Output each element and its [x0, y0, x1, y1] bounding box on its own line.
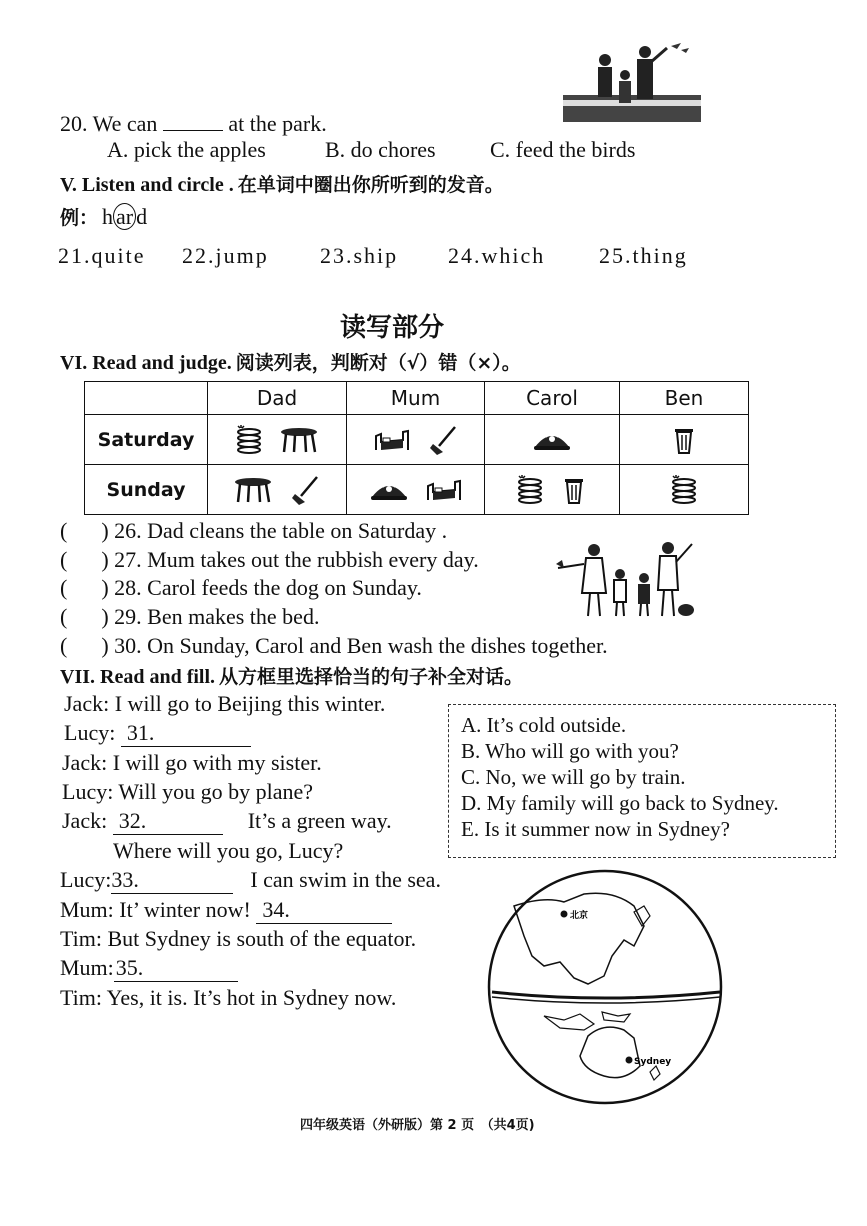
example-label: 例：: [60, 207, 99, 229]
word-25[interactable]: 25.thing: [599, 243, 688, 268]
q20-option-a[interactable]: A. pick the apples: [107, 137, 266, 162]
judge-text-29: 29. Ben makes the bed.: [114, 604, 320, 629]
judge-item-27: [60, 547, 479, 573]
answer-paren-26[interactable]: ( ): [60, 518, 109, 543]
cell-saturday-dad: [208, 415, 347, 465]
dialogue-line-7-after: I can swim in the sea.: [250, 867, 441, 892]
example-circled: ar: [113, 203, 136, 230]
cell-sunday-dad: [208, 465, 347, 515]
part-title: 读写部分: [340, 313, 445, 343]
rubbish-bin-icon: [560, 474, 588, 506]
dialogue-line-3: Jack: I will go with my sister.: [62, 750, 322, 775]
col-header-ben: Ben: [620, 382, 749, 415]
section7-title-cn: 从方框里选择恰当的句子补全对话。: [219, 666, 524, 688]
answer-paren-30[interactable]: ( ): [60, 633, 109, 658]
col-header-dad: Dad: [208, 382, 347, 415]
chores-table: [84, 381, 749, 515]
section6-title-cn: 阅读列表，判断对（√）错（×）。: [235, 352, 521, 374]
dialogue-line-9: Tim: But Sydney is south of the equator.: [60, 926, 417, 951]
table-corner: [85, 382, 208, 415]
blank-33[interactable]: 33.: [111, 867, 233, 894]
section5-title-en: V. Listen and circle .: [60, 174, 234, 196]
q20-blank[interactable]: [163, 130, 223, 131]
dialogue-line-10: [60, 955, 238, 982]
broom-icon: [427, 424, 459, 456]
section6-title-en: VI. Read and judge.: [60, 352, 232, 374]
word-23[interactable]: 23.ship: [320, 243, 399, 268]
cell-saturday-ben: [620, 415, 749, 465]
dishes-icon: [516, 474, 544, 506]
speaker-lucy: Lucy:: [64, 720, 116, 745]
dishes-icon: [235, 424, 263, 456]
dialogue-line-11: Tim: Yes, it is. It’s hot in Sydney now.: [60, 985, 397, 1010]
example-word-before: h: [102, 204, 114, 229]
judge-item-28: [60, 575, 422, 601]
cell-saturday-carol: [485, 415, 620, 465]
blank-31[interactable]: 31.: [121, 720, 251, 747]
blank-35[interactable]: 35.: [114, 955, 238, 982]
cell-sunday-mum: [347, 465, 485, 515]
judge-text-28: 28. Carol feeds the dog on Sunday.: [114, 575, 422, 600]
option-b[interactable]: B. Who will go with you?: [461, 739, 679, 763]
table-icon: [279, 424, 319, 456]
page-footer: 四年级英语（外研版）第 2 页 （共4页): [300, 1118, 535, 1133]
judge-item-26: [60, 518, 447, 544]
dishes-icon: [670, 474, 698, 506]
options-box: [448, 704, 836, 858]
option-e[interactable]: E. Is it summer now in Sydney?: [461, 817, 730, 841]
table-icon: [233, 474, 273, 506]
speaker-mum: Mum: It’ winter now!: [60, 897, 251, 922]
broom-icon: [289, 474, 321, 506]
family-chores-illustration: [556, 538, 696, 625]
cell-sunday-carol: [485, 465, 620, 515]
answer-paren-27[interactable]: ( ): [60, 547, 109, 572]
judge-item-29: [60, 604, 319, 630]
section5-example: [60, 203, 147, 230]
section7-title: [60, 662, 523, 689]
word-21[interactable]: 21.quite: [58, 243, 146, 268]
sydney-label: Sydney: [634, 1057, 672, 1067]
cell-sunday-ben: [620, 465, 749, 515]
section7-title-en: VII. Read and fill.: [60, 666, 216, 688]
q20-stem: [60, 111, 327, 137]
col-header-mum: Mum: [347, 382, 485, 415]
dialogue-line-2: [64, 720, 251, 747]
blank-32[interactable]: 32.: [113, 808, 223, 835]
speaker-mum-2: Mum:: [60, 955, 114, 980]
dialogue-line-1: Jack: I will go to Beijing this winter.: [64, 691, 386, 716]
row-header-saturday: Saturday: [85, 415, 208, 465]
dialogue-line-5: [62, 808, 392, 835]
word-22[interactable]: 22.jump: [182, 243, 269, 268]
section5-title-cn: 在单词中圈出你所听到的发音。: [237, 174, 504, 196]
globe-illustration: [484, 866, 726, 1113]
dog-bowl-icon: [369, 475, 409, 505]
sydney-dot: [626, 1057, 633, 1064]
example-word-after: d: [136, 204, 148, 229]
section5-title: [60, 170, 504, 197]
speaker-jack: Jack:: [62, 808, 108, 833]
dog-bowl-icon: [532, 425, 572, 455]
answer-paren-28[interactable]: ( ): [60, 575, 109, 600]
judge-item-30: [60, 633, 608, 659]
rubbish-bin-icon: [670, 424, 698, 456]
section6-title: [60, 348, 521, 375]
beijing-dot: [561, 911, 568, 918]
option-c[interactable]: C. No, we will go by train.: [461, 765, 686, 789]
option-d[interactable]: D. My family will go back to Sydney.: [461, 791, 779, 815]
dialogue-line-7: [60, 867, 441, 894]
q20-option-c[interactable]: C. feed the birds: [490, 137, 636, 162]
row-header-sunday: Sunday: [85, 465, 208, 515]
cell-saturday-mum: [347, 415, 485, 465]
dialogue-line-6: Where will you go, Lucy?: [113, 838, 344, 863]
q20-option-b[interactable]: B. do chores: [325, 137, 436, 162]
bed-icon: [373, 424, 411, 456]
dialogue-line-5-after: It’s a green way.: [247, 808, 392, 833]
speaker-lucy-2: Lucy:: [60, 867, 112, 892]
judge-text-30: 30. On Sunday, Carol and Ben wash the dishes together.: [114, 633, 608, 658]
option-a[interactable]: A. It’s cold outside.: [461, 713, 627, 737]
q20-stem-before: 20. We can: [60, 111, 158, 136]
word-24[interactable]: 24.which: [448, 243, 546, 268]
judge-text-27: 27. Mum takes out the rubbish every day.: [114, 547, 479, 572]
dialogue-line-8: [60, 897, 392, 924]
bed-icon: [425, 474, 463, 506]
judge-text-26: 26. Dad cleans the table on Saturday .: [114, 518, 448, 543]
col-header-carol: Carol: [485, 382, 620, 415]
dialogue-line-4: Lucy: Will you go by plane?: [62, 779, 314, 804]
beijing-label: 北京: [570, 911, 589, 921]
answer-paren-29[interactable]: ( ): [60, 604, 109, 629]
family-photo: [563, 40, 701, 127]
blank-34[interactable]: 34.: [256, 897, 392, 924]
q20-stem-after: at the park.: [228, 111, 327, 136]
